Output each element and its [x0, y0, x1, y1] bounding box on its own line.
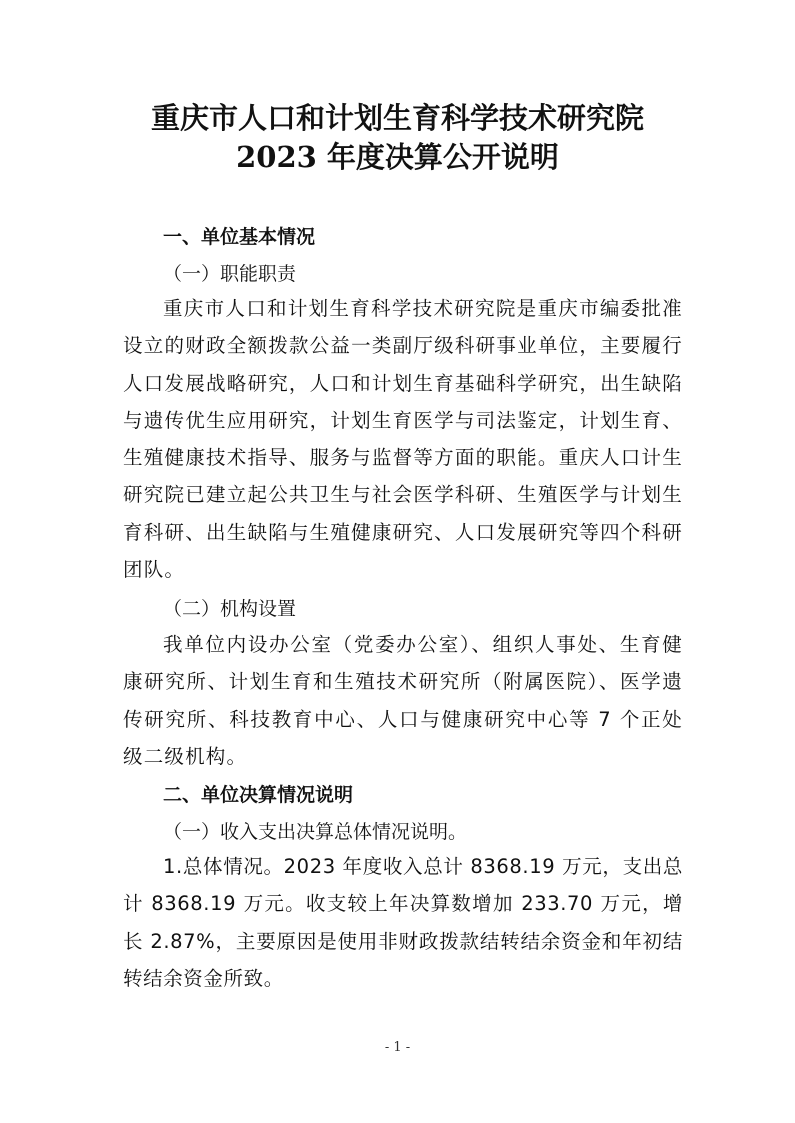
section2-sub1-paragraph: 1.总体情况。2023 年度收入总计 8368.19 万元，支出总计 8368.19 万元。收支较上年决算数增加 233.70 万元，增长 2.87%，主要原因是使用非财政拨款结转结余资金和年初结转结余资金所致。	[123, 855, 683, 990]
section1-sub1-heading: （一）职能职责	[163, 263, 297, 285]
page-number: - 1 -	[384, 1040, 411, 1055]
document-title-line2: 2023 年度决算公开说明	[236, 140, 559, 174]
section1-sub1-paragraph: 重庆市人口和计划生育科学技术研究院是重庆市编委批准设立的财政全额拨款公益一类副厅级科研事业单位，主要履行人口发展战略研究，人口和计划生育基础科学研究，出生缺陷与遗传优生应用研究，计划生育医学与司法鉴定，计划生育、生殖健康技术指导、服务与监督等方面的职能。重庆人口计生研究院已建立起公共卫生与社会医学科研、生殖医学与计划生育科研、出生缺陷与生殖健康研究、人口发展研究等四个科研团队。	[123, 297, 683, 582]
section2-heading: 二、单位决算情况说明	[163, 784, 354, 806]
document-title-line1: 重庆市人口和计划生育科学技术研究院	[150, 101, 644, 135]
section1-heading: 一、单位基本情况	[163, 226, 316, 248]
section1-sub2-heading: （二）机构设置	[163, 598, 297, 620]
section2-sub1-heading: （一）收入支出决算总体情况说明。	[163, 821, 468, 843]
section1-sub2-paragraph: 我单位内设办公室（党委办公室）、组织人事处、生育健康研究所、计划生育和生殖技术研究所（附属医院）、医学遗传研究所、科技教育中心、人口与健康研究中心等 7 个正处级二级机构。	[123, 633, 683, 768]
